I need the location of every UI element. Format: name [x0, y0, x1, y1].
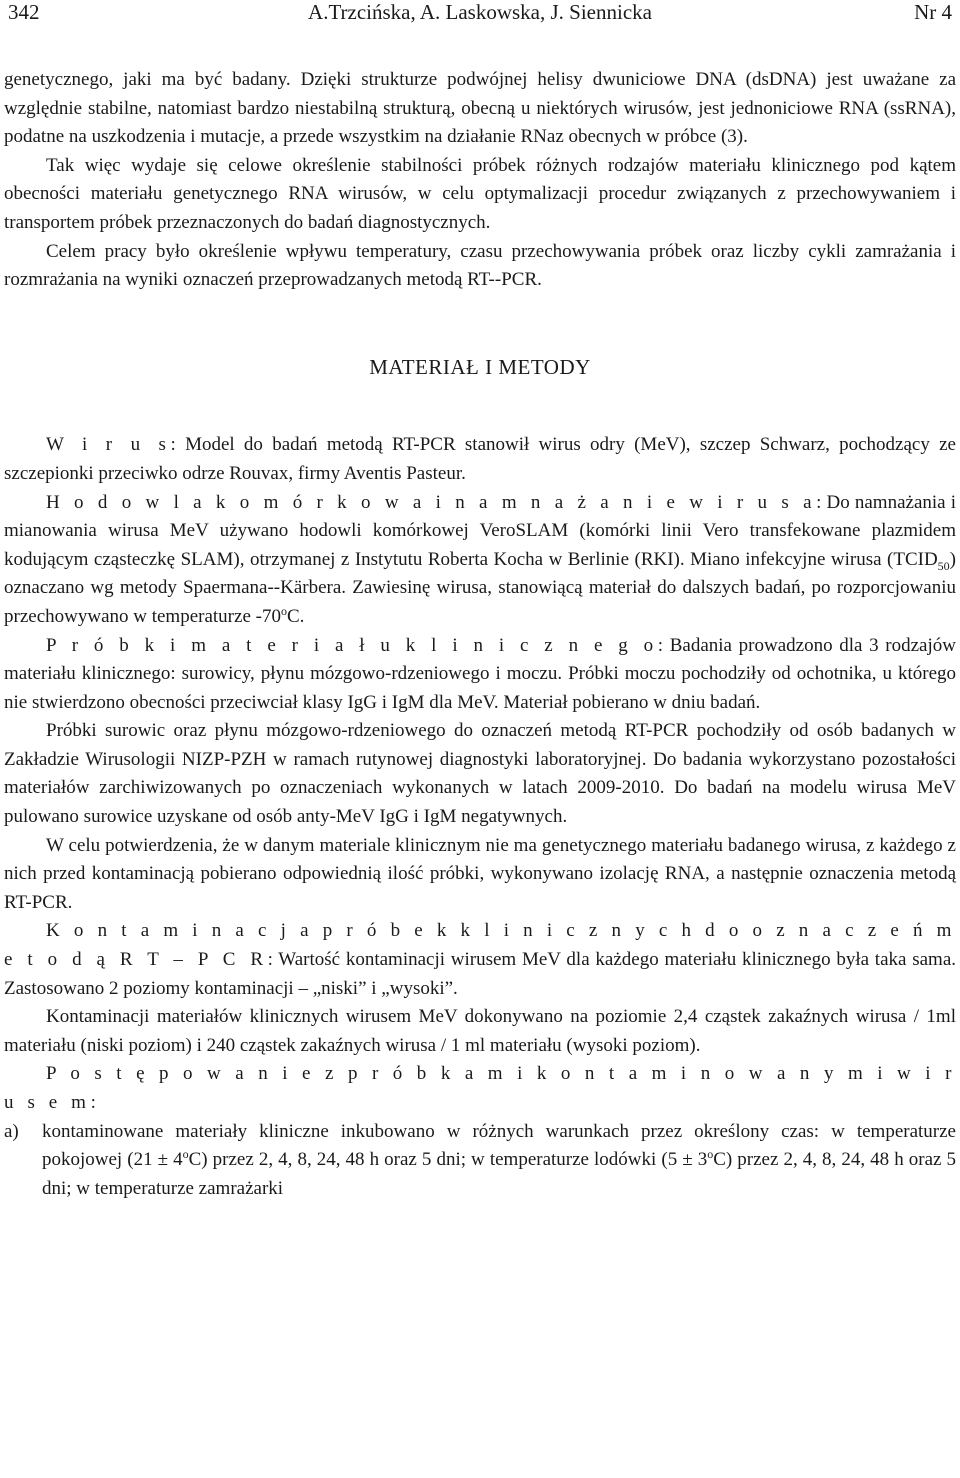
list-a-text-2: C) przez 2, 4, 8, 24, 48 h oraz 5 dni; w temperaturze lodówki (5 ± 3	[188, 1149, 708, 1171]
run-in-heading-virus: W i r u s	[46, 434, 171, 456]
paragraph-virus	[4, 431, 956, 488]
paragraph-procedure	[4, 1060, 956, 1117]
section-heading-methods: MATERIAŁ I METODY	[369, 354, 591, 379]
cell-culture-text-c: C.	[286, 605, 305, 627]
run-in-heading-procedure: P o s t ę p o w a n i e z p r ó b k a m i k o n t a m i n o w a n y m i w i r u s e m	[4, 1063, 956, 1113]
run-in-heading-clinical-samples: P r ó b k i m a t e r i a ł u k l i n i c z n e g o	[46, 634, 658, 656]
page-number: 342	[8, 0, 40, 24]
paragraph-stability-rationale: Tak więc wydaje się celowe określenie stabilności próbek różnych rodzajów materiału klinicznego pod kątem obecności materiału genetycznego RNA wirusów, w celu optymalizacji procedur związanych z przechowywaniem i transportem próbek przeznaczonych do badań diagnostycznych.	[4, 154, 956, 233]
degree-superscript-1: o	[182, 1147, 189, 1162]
tcid-subscript: 50	[937, 558, 950, 573]
paragraph-cell-culture	[4, 489, 956, 632]
cell-culture-text-a: : Do namnażania i mianowania wirusa MeV używano hodowli komórkowej VeroSLAM (komórki linii Vero transfekowane plazmidem kodującym cząsteczkę SLAM), otrzymanej z Instytutu Roberta Kocha w Berlinie (RKI). Miano infekcyjne wirusa (TCID	[4, 491, 956, 570]
running-head-authors: A.Trzcińska, A. Laskowska, J. Siennicka	[308, 0, 652, 24]
list-item-a	[4, 1118, 956, 1204]
paragraph-contamination-levels: Kontaminacji materiałów klinicznych wirusem MeV dokonywano na poziomie 2,4 cząstek zakaźnych wirusa / 1ml materiału (niski poziom) i 240 cząstek zakaźnych wirusa / 1 ml materiału (wysoki poziom).	[4, 1006, 956, 1056]
contamination-text: : Wartość kontaminacji wirusem MeV dla każdego materiału klinicznego była taka sama. Zastosowano 2 poziomy kontaminacji – „niski” i „wysoki”.	[4, 949, 956, 999]
run-in-heading-cell-culture: H o d o w l a k o m ó r k o w a i n a m n a ż a n i e w i r u s a	[46, 491, 817, 513]
cell-culture-text-b: ) oznaczano wg metody Spaermana--Kärbera. Zawiesinę wirusa, stanowiącą materiał do dalszych badań, po rozporcjowaniu przechowywano w temperaturze -70	[4, 548, 956, 627]
clinical-samples-text: : Badania prowadzono dla 3 rodzajów materiału klinicznego: surowicy, płynu mózgowo-rdzeniowego i moczu. Próbki moczu pochodziły od ochotnika, u którego nie stwierdzono obecności przeciwciał klasy IgG i IgM dla MeV. Materiał pobierano w dniu badań.	[4, 634, 956, 713]
paragraph-contamination	[4, 917, 956, 1003]
running-head	[4, 0, 956, 44]
list-marker-a: a)	[4, 1120, 19, 1142]
paragraph-intro-continuation: genetycznego, jaki ma być badany. Dzięki strukturze podwójnej helisy dwuniciowe DNA (dsDNA) jest uważane za względnie stabilne, natomiast bardzo niestabilną strukturą, obecną u niektórych wirusów, jest jednoniciowe RNA (ssRNA), podatne na uszkodzenia i mutacje, a przede wszystkim na działanie RNaz obecnych w próbce (3).	[4, 69, 956, 148]
virus-text: : Model do badań metodą RT-PCR stanowił wirus odry (MeV), szczep Schwarz, pochodzący ze szczepionki przeciwko odrze Rouvax, firmy Aventis Pasteur.	[4, 434, 956, 484]
list-a-text-1: kontaminowane materiały kliniczne inkubowano w różnych warunkach przez określony czas: w temperaturze pokojowej (21 ± 4	[42, 1120, 956, 1171]
issue-number: Nr 4	[914, 0, 952, 24]
list-a-text-3: C) przez 2, 4, 8, 24, 48 h oraz 5 dni; w temperaturze zamrażarki	[42, 1149, 956, 1199]
procedure-colon: :	[90, 1092, 96, 1113]
degree-superscript-2: o	[707, 1147, 714, 1162]
paragraph-study-aim: Celem pracy było określenie wpływu temperatury, czasu przechowywania próbek oraz liczby cykli zamrażania i rozmrażania na wyniki oznaczeń przeprowadzanych metodą RT--PCR.	[4, 240, 956, 291]
run-in-heading-contamination: K o n t a m i n a c j a p r ó b e k k l i n i c z n y c h d o o z n a c z e ń m e t o d ą R T – P C R	[4, 920, 956, 971]
degree-superscript: o	[280, 603, 287, 618]
paragraph-samples-origin: Próbki surowic oraz płynu mózgowo-rdzeniowego do oznaczeń metodą RT-PCR pochodziły od osób badanych w Zakładzie Wirusologii NIZP-PZH w ramach rutynowej diagnostyki laboratoryjnej. Do badania wykorzystano pozostałości materiałów zarchiwizowanych po oznaczeniach wykonanych w latach 2009-2010. Do badań na modelu wirusa MeV pulowano surowice uzyskane od osób anty-MeV IgG i IgM negatywnych.	[4, 720, 956, 828]
paragraph-samples-verification: W celu potwierdzenia, że w danym materiale klinicznym nie ma genetycznego materiału badanego wirusa, z każdego z nich przed kontaminacją pobierano odpowiednią ilość próbki, wykonywano izolację RNA, a następnie oznaczenia metodą RT-PCR.	[4, 834, 956, 913]
paragraph-clinical-samples	[4, 632, 956, 718]
